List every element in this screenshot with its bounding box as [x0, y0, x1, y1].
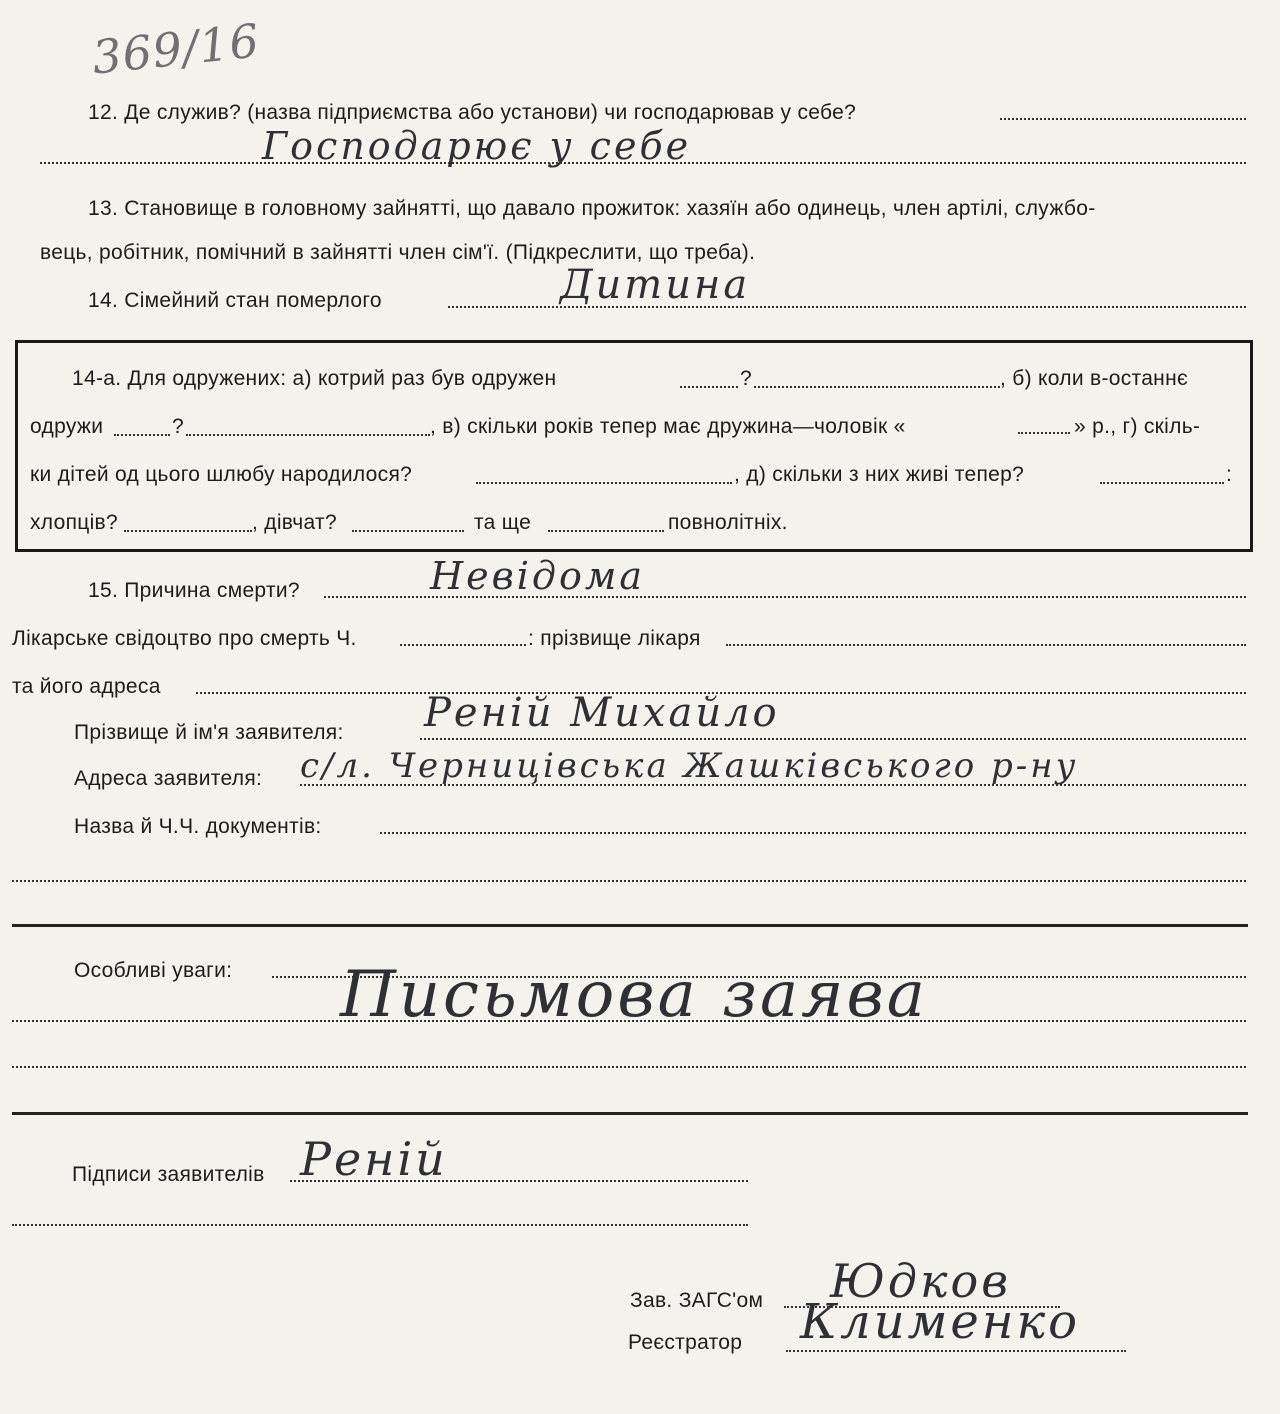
registrar-label: Реєстратор	[628, 1331, 743, 1354]
q14a-line2-q: ?	[172, 415, 184, 438]
q13-line1: 13. Становище в головному зайнятті, що давало прожиток: хазяїн або одинець, член артілі, службо-	[88, 197, 1096, 220]
q13-line2: вець, робітник, помічний в зайнятті член сім'ї. (Підкреслити, що треба).	[40, 241, 756, 264]
doctor-name-field	[726, 644, 1246, 646]
archive-number: 369/16	[89, 13, 263, 85]
section-divider-2	[12, 1112, 1248, 1115]
q14a-line2-b: , в) скільки років тепер має дружина—чоловік «	[430, 415, 906, 438]
q14a-line4-c: та ще	[474, 511, 532, 534]
applicant-name-line	[420, 738, 1246, 740]
q14a-line3-c: :	[1226, 463, 1233, 486]
applicant-name-value: Реній Михайло	[424, 690, 780, 736]
applicant-address-value: с/л. Черницівська Жашківського р-ну	[300, 746, 1079, 786]
q14a-times-married-field	[680, 386, 738, 388]
remarks-value: Письмова заява	[340, 958, 928, 1032]
q14a-spouse-age-field	[1018, 432, 1070, 434]
documents-field	[380, 832, 1246, 834]
doctor-name-label: : прізвище лікаря	[528, 627, 701, 650]
medical-cert-label: Лікарське свідоцтво про смерть Ч.	[12, 627, 357, 650]
q14a-children-born-field	[476, 482, 732, 484]
q12-dotted-line	[1000, 118, 1246, 120]
remarks-label: Особливі уваги:	[74, 959, 233, 982]
q14a-line4-d: повнолітніх.	[668, 511, 788, 534]
q14a-children-alive-field	[1100, 482, 1224, 484]
q15-label: 15. Причина смерти?	[88, 579, 300, 602]
registrar-signature-line	[786, 1350, 1126, 1352]
zags-head-label: Зав. ЗАГС'ом	[630, 1289, 764, 1312]
q14a-line3-b: , д) скільки з них живі тепер?	[734, 463, 1025, 486]
section-divider-1	[12, 924, 1248, 927]
q14a-girls-field	[352, 530, 464, 532]
documents-label: Назва й Ч.Ч. документів:	[74, 815, 322, 838]
q14a-line3-a: ки дітей од цього шлюбу народилося?	[30, 463, 413, 486]
applicant-address-label: Адреса заявителя:	[74, 767, 263, 790]
q14a-last-married-field-2	[186, 434, 430, 436]
q14-label: 14. Сімейний стан померлого	[88, 289, 382, 312]
q14a-adults-field	[548, 530, 664, 532]
q14a-line2-a: одружи	[30, 415, 104, 438]
doctor-address-label: та його адреса	[12, 675, 161, 698]
applicant-name-label: Прізвище й ім'я заявителя:	[74, 721, 344, 744]
zags-head-signature: Юдков	[830, 1254, 1011, 1308]
q14a-line4-a: хлопців?	[30, 511, 118, 534]
q14a-line4-b: , дівчат?	[252, 511, 337, 534]
q14a-line1-b: , б) коли в-останнє	[1000, 367, 1188, 390]
q15-answer: Невідома	[430, 554, 646, 598]
q14a-line1-a: 14-а. Для одружених: а) котрий раз був одружен	[72, 367, 557, 390]
applicant-signature-line-2	[12, 1224, 748, 1226]
medical-cert-number-field	[400, 644, 526, 646]
q14a-line1-q: ?	[740, 367, 752, 390]
remarks-line-3	[12, 1066, 1246, 1068]
registrar-signature: Клименко	[800, 1294, 1081, 1350]
q14-answer: Дитина	[560, 262, 751, 308]
documents-field-2	[12, 880, 1246, 882]
q12-label: 12. Де служив? (назва підприємства або установи) чи господарював у себе?	[88, 101, 857, 124]
q14a-boys-field	[124, 530, 252, 532]
q14a-last-married-field	[114, 434, 170, 436]
q14a-line2-c: » р., г) скіль-	[1074, 415, 1201, 438]
applicant-signature: Реній	[300, 1132, 448, 1186]
q14a-times-married-field-2	[754, 386, 1000, 388]
q12-answer: Господарює у себе	[262, 124, 692, 168]
applicant-signature-label: Підписи заявителів	[72, 1163, 265, 1186]
